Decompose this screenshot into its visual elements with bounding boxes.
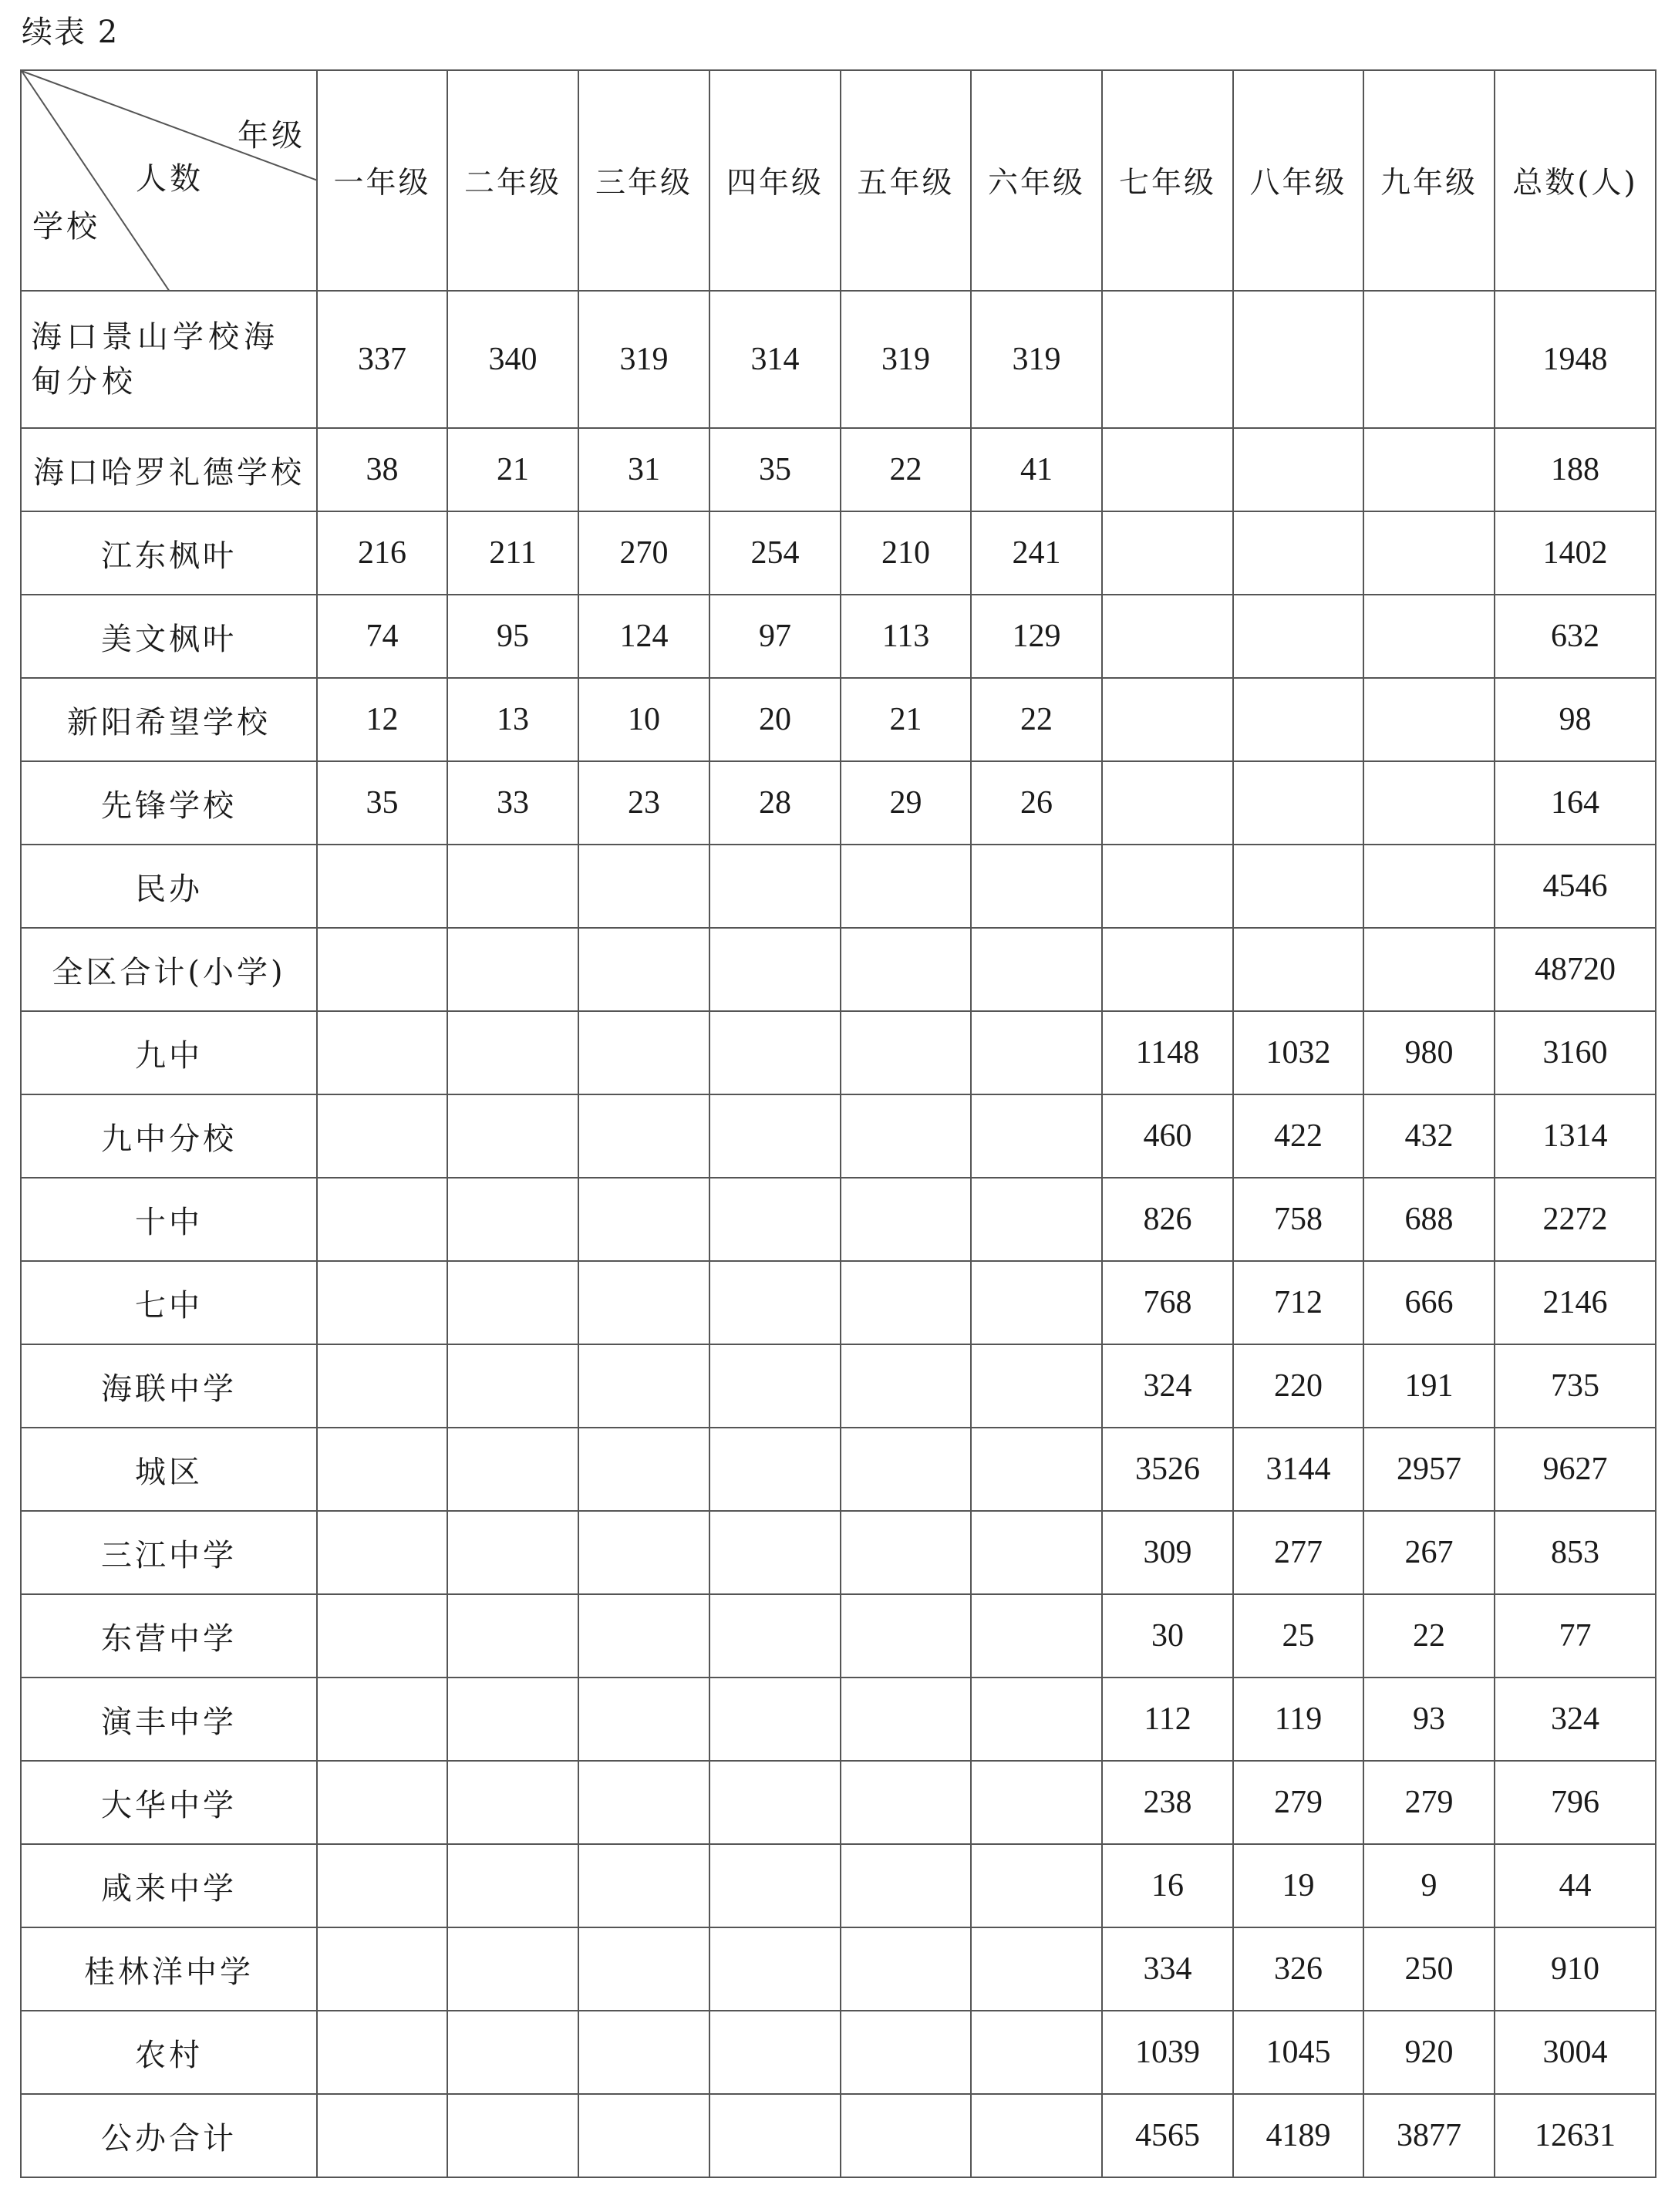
- count-cell: [971, 1261, 1102, 1344]
- count-cell: [578, 1178, 709, 1261]
- count-cell: 334: [1102, 1927, 1233, 2011]
- count-cell: 238: [1102, 1761, 1233, 1844]
- count-cell: [1233, 678, 1363, 761]
- header-row: [21, 70, 1656, 291]
- table-row: [21, 1594, 1656, 1678]
- table-row: [21, 1261, 1656, 1344]
- count-cell: 93: [1363, 1678, 1495, 1761]
- count-cell: 21: [841, 678, 971, 761]
- count-cell: [1233, 291, 1363, 428]
- total-cell: 98: [1495, 678, 1656, 761]
- table-row: [21, 928, 1656, 1011]
- count-cell: [709, 1678, 841, 1761]
- table-row: [21, 291, 1656, 428]
- count-cell: [841, 1761, 971, 1844]
- count-cell: [1233, 595, 1363, 678]
- count-cell: [1363, 761, 1495, 845]
- count-cell: [971, 1594, 1102, 1678]
- count-cell: 13: [447, 678, 578, 761]
- count-cell: [447, 1011, 578, 1094]
- column-header: 七年级: [1102, 70, 1233, 291]
- count-cell: 460: [1102, 1094, 1233, 1178]
- school-name-cell: 三江中学: [21, 1511, 317, 1594]
- count-cell: [447, 1844, 578, 1927]
- count-cell: [578, 1761, 709, 1844]
- school-name-cell: 城区: [21, 1428, 317, 1511]
- count-cell: [1363, 428, 1495, 511]
- total-cell: 44: [1495, 1844, 1656, 1927]
- total-cell: 48720: [1495, 928, 1656, 1011]
- table-row: [21, 2094, 1656, 2177]
- count-cell: 97: [709, 595, 841, 678]
- count-cell: 241: [971, 511, 1102, 595]
- count-cell: 29: [841, 761, 971, 845]
- count-cell: [317, 1844, 447, 1927]
- table-row: [21, 511, 1656, 595]
- count-cell: [709, 1511, 841, 1594]
- count-cell: 112: [1102, 1678, 1233, 1761]
- count-cell: 250: [1363, 1927, 1495, 2011]
- count-cell: [841, 1844, 971, 1927]
- count-cell: [709, 1344, 841, 1428]
- count-cell: [709, 2011, 841, 2094]
- count-cell: 129: [971, 595, 1102, 678]
- total-cell: 735: [1495, 1344, 1656, 1428]
- count-cell: 216: [317, 511, 447, 595]
- count-cell: 1148: [1102, 1011, 1233, 1094]
- count-cell: 768: [1102, 1261, 1233, 1344]
- count-cell: [447, 1511, 578, 1594]
- count-cell: [1363, 678, 1495, 761]
- count-cell: [841, 845, 971, 928]
- count-cell: [709, 1178, 841, 1261]
- school-name-cell: 先锋学校: [21, 761, 317, 845]
- count-cell: 16: [1102, 1844, 1233, 1927]
- count-cell: [709, 1927, 841, 2011]
- count-cell: 35: [709, 428, 841, 511]
- total-cell: 324: [1495, 1678, 1656, 1761]
- school-name-cell: 新阳希望学校: [21, 678, 317, 761]
- count-cell: [447, 1094, 578, 1178]
- table-row: [21, 428, 1656, 511]
- school-name-cell: 海口哈罗礼德学校: [21, 428, 317, 511]
- count-cell: [1233, 428, 1363, 511]
- count-cell: 326: [1233, 1927, 1363, 2011]
- table-row: [21, 1178, 1656, 1261]
- count-cell: [447, 1344, 578, 1428]
- count-cell: 340: [447, 291, 578, 428]
- count-cell: 95: [447, 595, 578, 678]
- count-cell: [971, 1511, 1102, 1594]
- count-cell: [317, 1178, 447, 1261]
- count-cell: [1363, 511, 1495, 595]
- count-cell: 22: [1363, 1594, 1495, 1678]
- school-name-cell: 东营中学: [21, 1594, 317, 1678]
- count-cell: [578, 1678, 709, 1761]
- count-cell: 309: [1102, 1511, 1233, 1594]
- count-cell: [317, 1011, 447, 1094]
- count-cell: [971, 2094, 1102, 2177]
- count-cell: [447, 2094, 578, 2177]
- count-cell: 25: [1233, 1594, 1363, 1678]
- count-cell: 21: [447, 428, 578, 511]
- count-cell: [317, 1761, 447, 1844]
- count-cell: 337: [317, 291, 447, 428]
- table-row: [21, 1761, 1656, 1844]
- table-body: [21, 291, 1656, 2177]
- count-cell: [578, 1927, 709, 2011]
- school-name-cell: 桂林洋中学: [21, 1927, 317, 2011]
- count-cell: [1233, 928, 1363, 1011]
- enrollment-table: [20, 69, 1656, 2178]
- count-cell: 211: [447, 511, 578, 595]
- count-cell: [317, 845, 447, 928]
- school-name-cell: 海口景山学校海甸分校: [21, 291, 317, 428]
- total-cell: 910: [1495, 1927, 1656, 2011]
- count-cell: [317, 928, 447, 1011]
- count-cell: [1363, 595, 1495, 678]
- count-cell: [971, 1178, 1102, 1261]
- count-cell: [1102, 761, 1233, 845]
- count-cell: 688: [1363, 1178, 1495, 1261]
- count-cell: [841, 928, 971, 1011]
- count-cell: [1233, 761, 1363, 845]
- count-cell: [317, 1428, 447, 1511]
- count-cell: [447, 1261, 578, 1344]
- count-cell: [578, 1428, 709, 1511]
- count-cell: [578, 2094, 709, 2177]
- corner-school-label: 学校: [32, 209, 100, 244]
- table-row: [21, 1678, 1656, 1761]
- count-cell: [447, 845, 578, 928]
- count-cell: [578, 1344, 709, 1428]
- school-name-cell: 大华中学: [21, 1761, 317, 1844]
- count-cell: [971, 2011, 1102, 2094]
- count-cell: 270: [578, 511, 709, 595]
- count-cell: 1039: [1102, 2011, 1233, 2094]
- count-cell: [709, 845, 841, 928]
- table-row: [21, 2011, 1656, 2094]
- count-cell: 30: [1102, 1594, 1233, 1678]
- count-cell: 826: [1102, 1178, 1233, 1261]
- count-cell: 279: [1233, 1761, 1363, 1844]
- column-header: 八年级: [1233, 70, 1363, 291]
- count-cell: [841, 1511, 971, 1594]
- total-cell: 164: [1495, 761, 1656, 845]
- count-cell: 210: [841, 511, 971, 595]
- count-cell: 314: [709, 291, 841, 428]
- count-cell: 3526: [1102, 1428, 1233, 1511]
- count-cell: [841, 1011, 971, 1094]
- corner-grade-label: 年级: [238, 118, 305, 153]
- count-cell: 758: [1233, 1178, 1363, 1261]
- count-cell: [578, 1844, 709, 1927]
- school-name-cell: 七中: [21, 1261, 317, 1344]
- count-cell: [709, 1011, 841, 1094]
- table-row: [21, 1094, 1656, 1178]
- count-cell: [971, 1761, 1102, 1844]
- school-name-cell: 公办合计: [21, 2094, 317, 2177]
- count-cell: [709, 1094, 841, 1178]
- count-cell: 220: [1233, 1344, 1363, 1428]
- count-cell: 1045: [1233, 2011, 1363, 2094]
- total-cell: 1402: [1495, 511, 1656, 595]
- count-cell: [1363, 845, 1495, 928]
- count-cell: 38: [317, 428, 447, 511]
- count-cell: [971, 928, 1102, 1011]
- table-row: [21, 595, 1656, 678]
- count-cell: 1032: [1233, 1011, 1363, 1094]
- count-cell: 33: [447, 761, 578, 845]
- count-cell: [317, 1094, 447, 1178]
- count-cell: 31: [578, 428, 709, 511]
- column-header: 一年级: [317, 70, 447, 291]
- count-cell: 12: [317, 678, 447, 761]
- table-row: [21, 1844, 1656, 1927]
- count-cell: 319: [971, 291, 1102, 428]
- table-row: [21, 845, 1656, 928]
- table-row: [21, 678, 1656, 761]
- school-name-cell: 九中: [21, 1011, 317, 1094]
- school-name-cell: 咸来中学: [21, 1844, 317, 1927]
- count-cell: [971, 1927, 1102, 2011]
- count-cell: [578, 2011, 709, 2094]
- count-cell: 41: [971, 428, 1102, 511]
- count-cell: 4189: [1233, 2094, 1363, 2177]
- count-cell: [971, 1011, 1102, 1094]
- count-cell: [317, 2094, 447, 2177]
- count-cell: 920: [1363, 2011, 1495, 2094]
- total-cell: 2272: [1495, 1178, 1656, 1261]
- count-cell: 74: [317, 595, 447, 678]
- count-cell: [578, 1011, 709, 1094]
- count-cell: [709, 928, 841, 1011]
- count-cell: [841, 1261, 971, 1344]
- count-cell: [317, 1261, 447, 1344]
- total-cell: 2146: [1495, 1261, 1656, 1344]
- school-name-cell: 十中: [21, 1178, 317, 1261]
- count-cell: [447, 1428, 578, 1511]
- column-header: 总数(人): [1495, 70, 1656, 291]
- school-name-cell: 农村: [21, 2011, 317, 2094]
- count-cell: 324: [1102, 1344, 1233, 1428]
- count-cell: 10: [578, 678, 709, 761]
- total-cell: 853: [1495, 1511, 1656, 1594]
- total-cell: 4546: [1495, 845, 1656, 928]
- count-cell: [317, 2011, 447, 2094]
- count-cell: 20: [709, 678, 841, 761]
- school-name-cell: 九中分校: [21, 1094, 317, 1178]
- count-cell: [841, 1927, 971, 2011]
- table-caption: 续表 2: [22, 15, 120, 50]
- diagonal-header-cell: [21, 70, 317, 291]
- count-cell: [971, 1678, 1102, 1761]
- count-cell: 279: [1363, 1761, 1495, 1844]
- count-cell: 19: [1233, 1844, 1363, 1927]
- count-cell: [1102, 511, 1233, 595]
- count-cell: [709, 1261, 841, 1344]
- count-cell: 26: [971, 761, 1102, 845]
- count-cell: 22: [971, 678, 1102, 761]
- count-cell: 23: [578, 761, 709, 845]
- count-cell: [1363, 928, 1495, 1011]
- count-cell: [317, 1511, 447, 1594]
- count-cell: [971, 845, 1102, 928]
- count-cell: [447, 1594, 578, 1678]
- count-cell: [447, 928, 578, 1011]
- count-cell: 124: [578, 595, 709, 678]
- total-cell: 632: [1495, 595, 1656, 678]
- table-row: [21, 1511, 1656, 1594]
- column-header: 二年级: [447, 70, 578, 291]
- count-cell: 2957: [1363, 1428, 1495, 1511]
- count-cell: 432: [1363, 1094, 1495, 1178]
- count-cell: 254: [709, 511, 841, 595]
- count-cell: 4565: [1102, 2094, 1233, 2177]
- school-name-cell: 江东枫叶: [21, 511, 317, 595]
- school-name-cell: 民办: [21, 845, 317, 928]
- count-cell: 319: [578, 291, 709, 428]
- count-cell: [1102, 928, 1233, 1011]
- total-cell: 1948: [1495, 291, 1656, 428]
- count-cell: 22: [841, 428, 971, 511]
- count-cell: 666: [1363, 1261, 1495, 1344]
- count-cell: [841, 1594, 971, 1678]
- count-cell: [841, 1094, 971, 1178]
- column-header: 九年级: [1363, 70, 1495, 291]
- total-cell: 77: [1495, 1594, 1656, 1678]
- count-cell: [971, 1428, 1102, 1511]
- count-cell: [971, 1844, 1102, 1927]
- total-cell: 796: [1495, 1761, 1656, 1844]
- count-cell: [1102, 845, 1233, 928]
- count-cell: [1102, 595, 1233, 678]
- count-cell: [841, 1678, 971, 1761]
- count-cell: [1102, 291, 1233, 428]
- table-row: [21, 1011, 1656, 1094]
- count-cell: [578, 845, 709, 928]
- count-cell: [709, 1594, 841, 1678]
- count-cell: [578, 1261, 709, 1344]
- table-row: [21, 1344, 1656, 1428]
- count-cell: [971, 1344, 1102, 1428]
- corner-count-label: 人数: [136, 161, 204, 197]
- count-cell: [1102, 678, 1233, 761]
- count-cell: [709, 2094, 841, 2177]
- count-cell: [447, 1927, 578, 2011]
- count-cell: [447, 1178, 578, 1261]
- count-cell: [1102, 428, 1233, 511]
- count-cell: [578, 1094, 709, 1178]
- school-name-cell: 演丰中学: [21, 1678, 317, 1761]
- count-cell: 191: [1363, 1344, 1495, 1428]
- school-name-cell: 海联中学: [21, 1344, 317, 1428]
- count-cell: 277: [1233, 1511, 1363, 1594]
- count-cell: [1233, 511, 1363, 595]
- total-cell: 3004: [1495, 2011, 1656, 2094]
- column-header: 六年级: [971, 70, 1102, 291]
- count-cell: [1363, 291, 1495, 428]
- count-cell: [317, 1594, 447, 1678]
- count-cell: 319: [841, 291, 971, 428]
- count-cell: 422: [1233, 1094, 1363, 1178]
- column-header: 三年级: [578, 70, 709, 291]
- count-cell: 3877: [1363, 2094, 1495, 2177]
- count-cell: [971, 1094, 1102, 1178]
- total-cell: 12631: [1495, 2094, 1656, 2177]
- count-cell: [447, 2011, 578, 2094]
- count-cell: 9: [1363, 1844, 1495, 1927]
- total-cell: 188: [1495, 428, 1656, 511]
- count-cell: 28: [709, 761, 841, 845]
- count-cell: [317, 1344, 447, 1428]
- count-cell: 3144: [1233, 1428, 1363, 1511]
- count-cell: 980: [1363, 1011, 1495, 1094]
- table-row: [21, 1927, 1656, 2011]
- count-cell: [578, 1511, 709, 1594]
- school-name-cell: 美文枫叶: [21, 595, 317, 678]
- count-cell: [317, 1678, 447, 1761]
- count-cell: [841, 1428, 971, 1511]
- count-cell: [709, 1428, 841, 1511]
- total-cell: 9627: [1495, 1428, 1656, 1511]
- count-cell: 267: [1363, 1511, 1495, 1594]
- count-cell: [709, 1844, 841, 1927]
- table-row: [21, 761, 1656, 845]
- count-cell: 35: [317, 761, 447, 845]
- column-header: 四年级: [709, 70, 841, 291]
- table-row: [21, 1428, 1656, 1511]
- count-cell: [578, 1594, 709, 1678]
- count-cell: [841, 1344, 971, 1428]
- count-cell: [317, 1927, 447, 2011]
- count-cell: 119: [1233, 1678, 1363, 1761]
- count-cell: [447, 1678, 578, 1761]
- column-header: 五年级: [841, 70, 971, 291]
- count-cell: [841, 2094, 971, 2177]
- count-cell: [447, 1761, 578, 1844]
- count-cell: 712: [1233, 1261, 1363, 1344]
- count-cell: 113: [841, 595, 971, 678]
- count-cell: [1233, 845, 1363, 928]
- count-cell: [841, 2011, 971, 2094]
- count-cell: [578, 928, 709, 1011]
- total-cell: 3160: [1495, 1011, 1656, 1094]
- total-cell: 1314: [1495, 1094, 1656, 1178]
- school-name-cell: 全区合计(小学): [21, 928, 317, 1011]
- count-cell: [709, 1761, 841, 1844]
- count-cell: [841, 1178, 971, 1261]
